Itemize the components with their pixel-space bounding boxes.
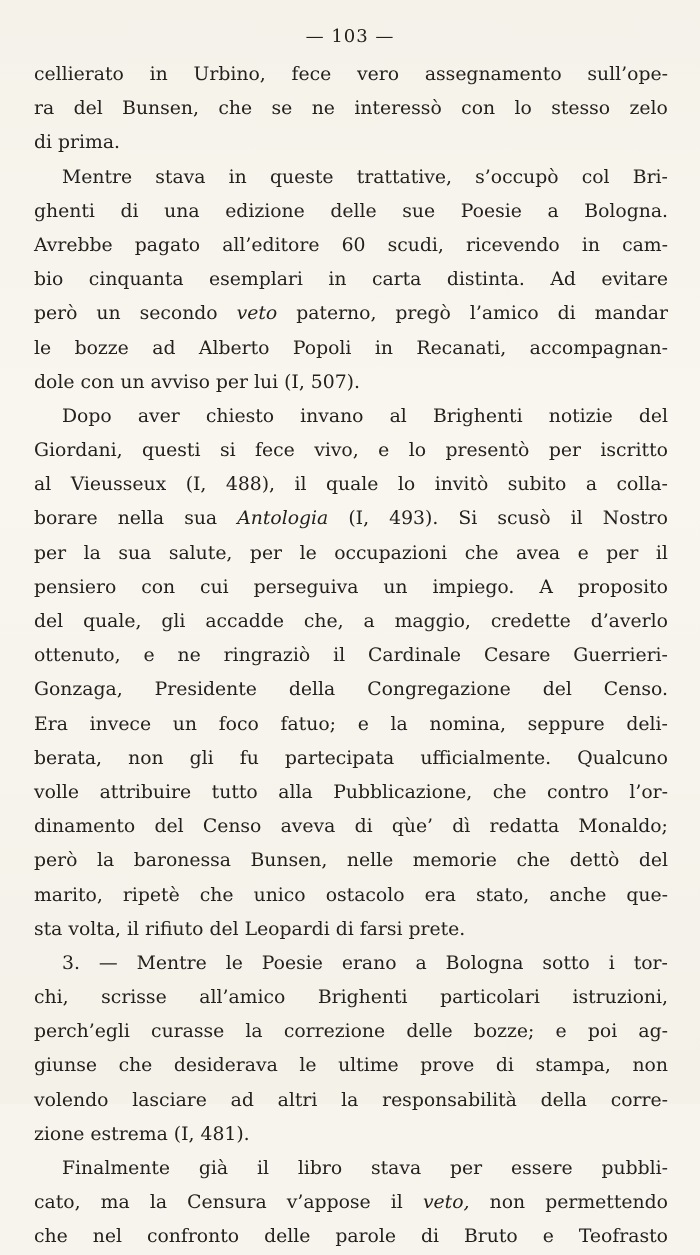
text-line: però un secondo veto paterno, pregò l’amico di mandar — [34, 303, 668, 325]
text-line: cellierato in Urbino, fece vero assegnamento sull’ope- — [34, 64, 668, 85]
text-line: Gonzaga, Presidente della Congregazione del Censo. — [34, 679, 668, 701]
text-line: 3. — Mentre le Poesie erano a Bologna sotto i tor- — [62, 952, 668, 974]
text-line: però la baronessa Bunsen, nelle memorie che dettò del — [34, 850, 668, 872]
text-line: pensiero con cui perseguiva un impiego. A proposito — [34, 576, 668, 598]
text-line: marito, ripetè che unico ostacolo era stato, anche que- — [34, 884, 668, 906]
text-line: le bozze ad Alberto Popoli in Recanati, accompagnan- — [34, 337, 668, 359]
text-line: del quale, gli accadde che, a maggio, credette d’averlo — [34, 611, 668, 632]
text-line: di prima. — [34, 132, 120, 154]
text-line: Avrebbe pagato all’editore 60 scudi, ricevendo in cam- — [34, 234, 668, 256]
text-line: borare nella sua Antologia (I, 493). Si scusò il Nostro — [34, 508, 668, 530]
text-line: volendo lasciare ad altri la responsabilità della corre- — [34, 1089, 668, 1111]
text-line: Mentre stava in queste trattative, s’occupò col Bri- — [62, 166, 668, 188]
text-line: cato, ma la Censura v’appose il veto, non permettendo — [34, 1192, 668, 1214]
text-line: berata, non gli fu partecipata ufficialmente. Qualcuno — [34, 747, 668, 769]
text-line: ottenuto, e ne ringraziò il Cardinale Cesare Guerrieri- — [34, 645, 668, 667]
text-line: Giordani, questi si fece vivo, e lo presentò per iscritto — [34, 440, 668, 462]
text-line: Era invece un foco fatuo; e la nomina, seppure deli- — [34, 713, 668, 735]
text-line: zione estrema (I, 481). — [34, 1123, 250, 1145]
text-line: perch’egli curasse la correzione delle bozze; e poi ag- — [34, 1021, 668, 1043]
text-line: giunse che desiderava le ultime prove di stampa, non — [34, 1055, 668, 1077]
text-line: volle attribuire tutto alla Pubblicazione, che contro l’or- — [34, 781, 668, 803]
text-line: dinamento del Censo aveva di qùe’ dì redatta Monaldo; — [34, 816, 668, 838]
text-line: bio cinquanta esemplari in carta distinta. Ad evitare — [34, 269, 668, 291]
text-line: chi, scrisse all’amico Brighenti particolari istruzioni, — [34, 987, 668, 1009]
text-line: dole con un avviso per lui (I, 507). — [34, 371, 360, 393]
text-line: per la sua salute, per le occupazioni che avea e per il — [34, 542, 668, 564]
text-line: al Vieusseux (I, 488), il quale lo invitò subito a colla- — [34, 474, 668, 496]
text-line: Finalmente già il libro stava per essere pubbli- — [62, 1158, 668, 1179]
text-line: ra del Bunsen, che se ne interessò con lo stesso zelo — [34, 98, 668, 120]
page-number: — 103 — — [305, 26, 395, 47]
text-line: sta volta, il rifiuto del Leopardi di farsi prete. — [34, 918, 466, 940]
text-line: ghenti di una edizione delle sue Poesie a Bologna. — [34, 200, 668, 222]
body-text — [34, 58, 668, 1255]
text-line: Dopo aver chiesto invano al Brighenti notizie del — [62, 405, 668, 427]
text-line: che nel confronto delle parole di Bruto e Teofrasto — [34, 1226, 668, 1248]
